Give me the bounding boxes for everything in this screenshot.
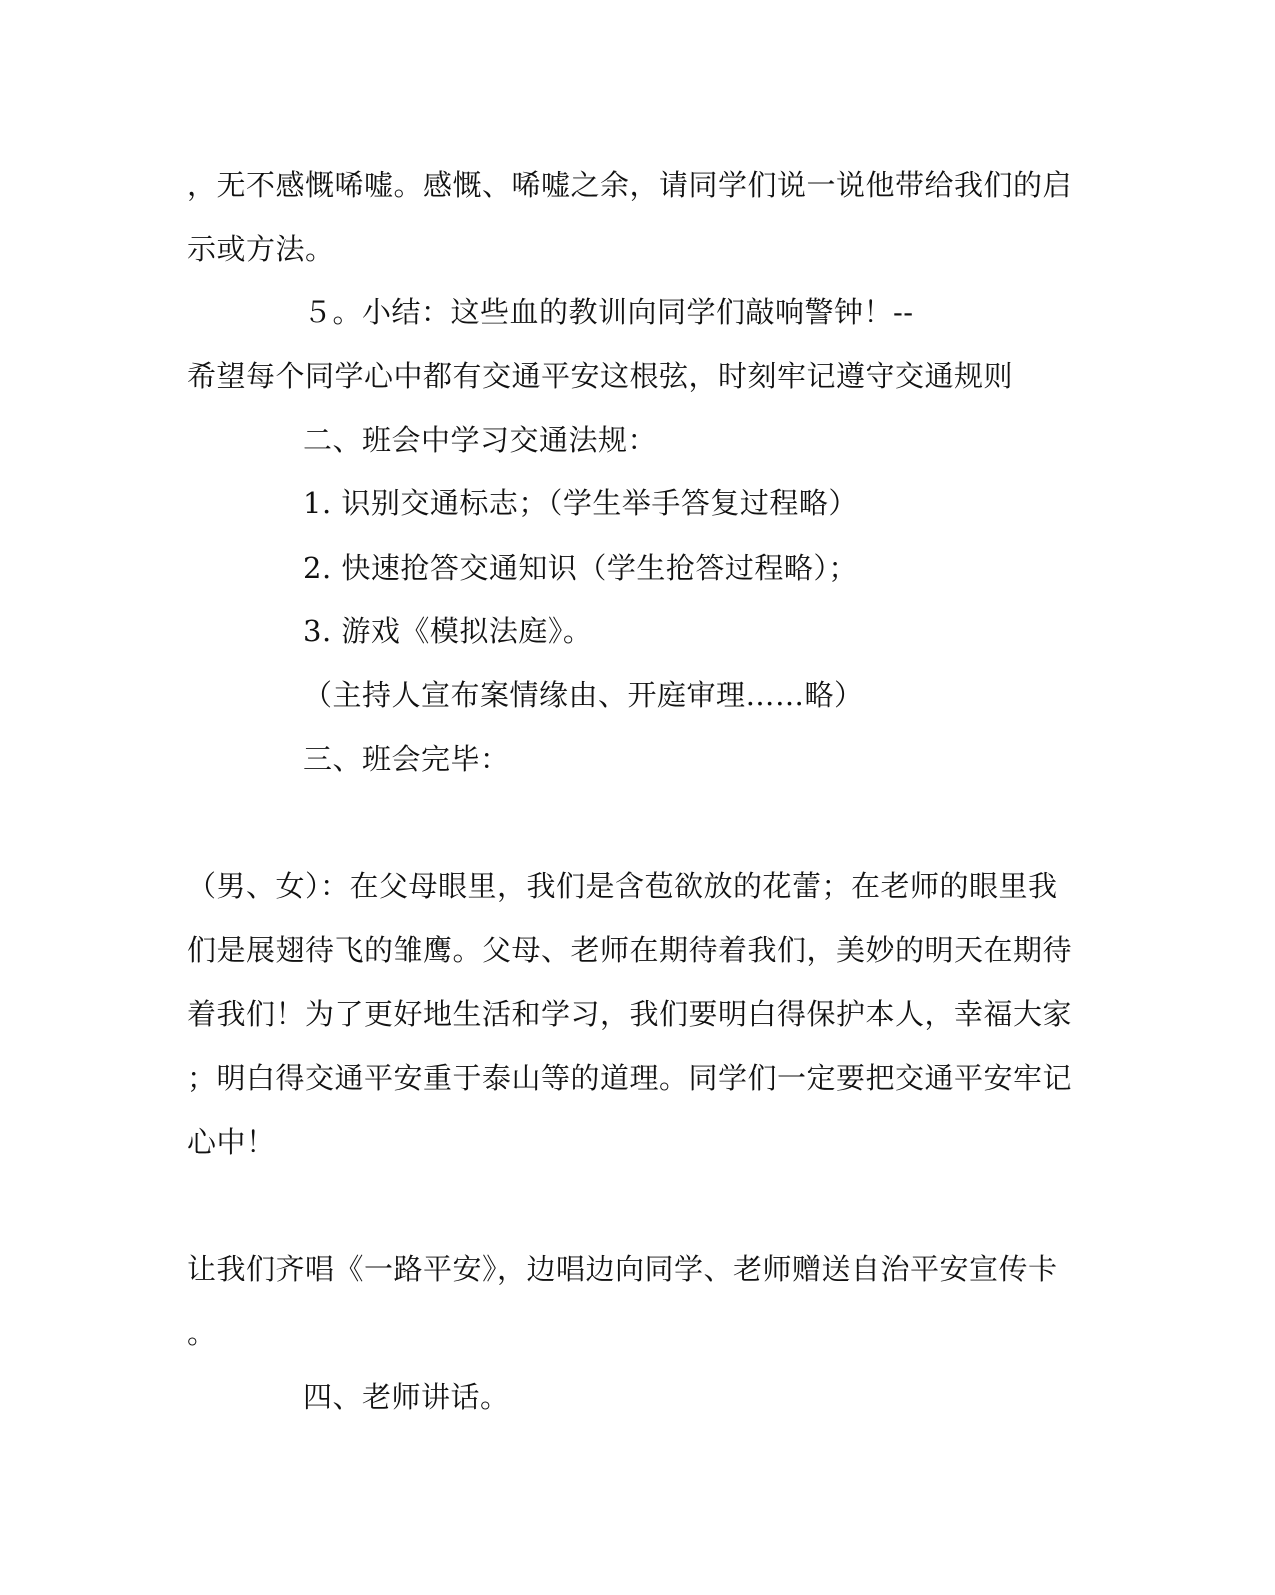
paragraph-line: 希望每个同学心中都有交通平安这根弦，时刻牢记遵守交通规则 — [187, 359, 1014, 393]
note-line: （主持人宣布案情缘由、开庭审理……略） — [303, 678, 864, 712]
section-heading: 三、班会完毕： — [303, 742, 510, 776]
paragraph-line: 心中！ — [187, 1125, 276, 1159]
list-item: 1. 识别交通标志；（学生举手答复过程略） — [303, 486, 858, 520]
list-item: 2. 快速抢答交通知识（学生抢答过程略）； — [303, 551, 858, 585]
section-heading: 四、老师讲话。 — [303, 1380, 510, 1414]
paragraph-line: ；明白得交通平安重于泰山等的道理。同学们一定要把交通平安牢记 — [187, 1061, 1073, 1095]
paragraph-line: 。 — [187, 1316, 217, 1350]
section-heading: 二、班会中学习交通法规： — [303, 423, 658, 457]
paragraph-line: 让我们齐唱《一路平安》，边唱边向同学、老师赠送自治平安宣传卡 — [187, 1252, 1058, 1286]
paragraph-line: ，无不感慨唏嘘。感慨、唏嘘之余，请同学们说一说他带给我们的启 — [187, 168, 1073, 202]
paragraph-line: 示或方法。 — [187, 232, 335, 266]
summary-line: ５。小结：这些血的教训向同学们敲响警钟！-- — [303, 295, 914, 329]
paragraph-line: （男、女）：在父母眼里，我们是含苞欲放的花蕾；在老师的眼里我 — [187, 869, 1058, 903]
paragraph-line: 着我们！为了更好地生活和学习，我们要明白得保护本人，幸福大家 — [187, 997, 1073, 1031]
paragraph-line: 们是展翅待飞的雏鹰。父母、老师在期待着我们，美妙的明天在期待 — [187, 933, 1073, 967]
list-item: 3. 游戏《模拟法庭》。 — [303, 614, 593, 648]
